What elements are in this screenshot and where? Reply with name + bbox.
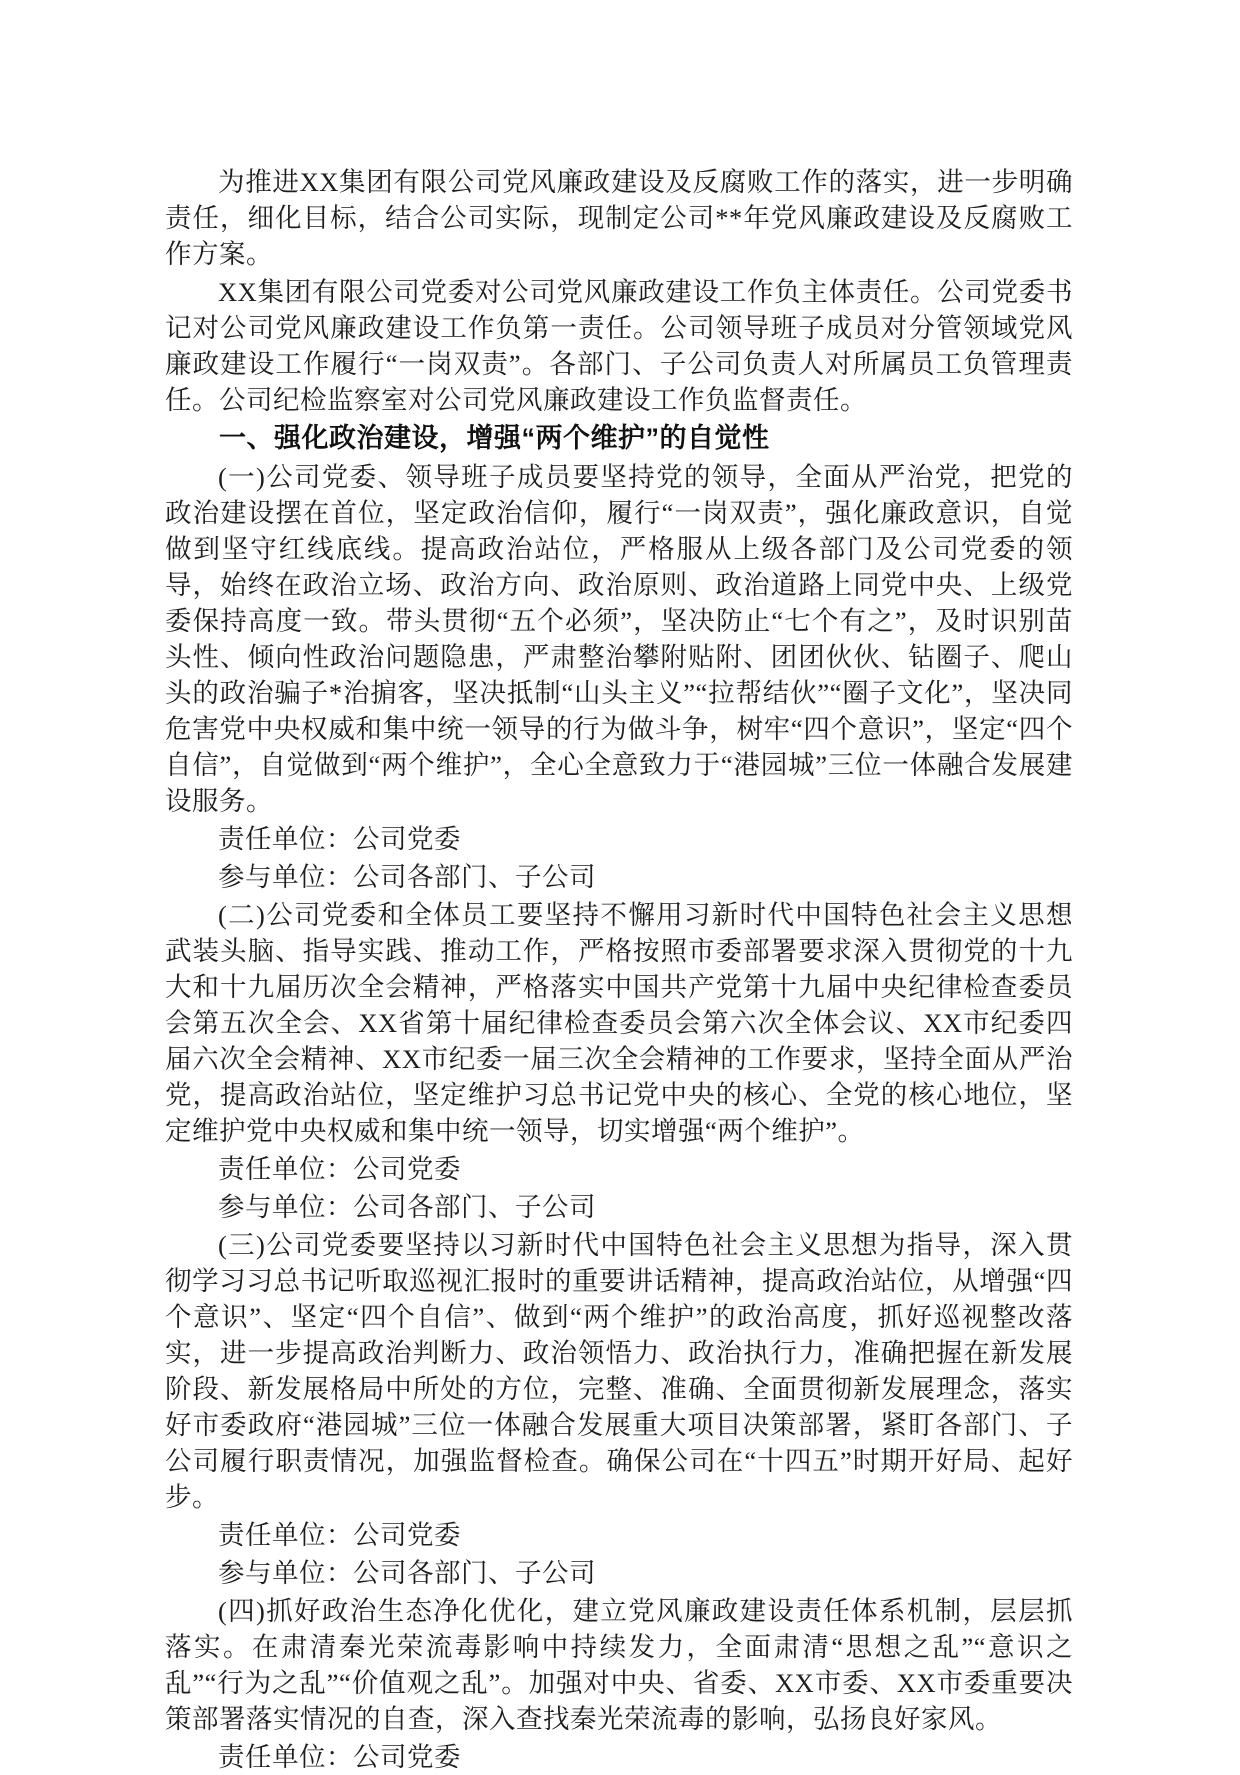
responsibility-overview-paragraph: XX集团有限公司党委对公司党风廉政建设工作负主体责任。公司党委书记对公司党风廉政建设工作负第一责任。公司领导班子成员对分管领域党风廉政建设工作履行“一岗双责”。各部门、子公司负责人对所属员工负管理责任。公司纪检监察室对公司党风廉政建设工作负监督责任。 [165,277,1073,415]
participating-unit-line: 参与单位：公司各部门、子公司 [218,1192,596,1222]
responsible-unit-line: 责任单位：公司党委 [218,1520,461,1550]
participating-unit-line: 参与单位：公司各部门、子公司 [218,1558,596,1588]
section-heading-1: 一、强化政治建设，增强“两个维护”的自觉性 [219,423,770,453]
item-3-paragraph: (三)公司党委要坚持以习新时代中国特色社会主义思想为指导，深入贯彻学习习总书记听取巡视汇报时的重要讲话精神，提高政治站位，从增强“四个意识”、坚定“四个自信”、做到“两个维护”的政治高度，抓好巡视整改落实，进一步提高政治判断力、政治领悟力、政治执行力，准确把握在新发展阶段、新发展格局中所处的方位，完整、准确、全面贯彻新发展理念，落实好市委政府“港园城”三位一体融合发展重大项目决策部署，紧盯各部门、子公司履行职责情况，加强监督检查。确保公司在“十四五”时期开好局、起好步。 [165,1230,1073,1512]
item-1-paragraph: (一)公司党委、领导班子成员要坚持党的领导，全面从严治党，把党的政治建设摆在首位，坚定政治信仰，履行“一岗双责”，强化廉政意识，自觉做到坚守红线底线。提高政治站位，严格服从上级各部门及公司党委的领导，始终在政治立场、政治方向、政治原则、政治道路上同党中央、上级党委保持高度一致。带头贯彻“五个必须”，坚决防止“七个有之”，及时识别苗头性、倾向性政治问题隐患，严肃整治攀附贴附、团团伙伙、钻圈子、爬山头的政治骗子*治掮客，坚决抵制“山头主义”“拉帮结伙”“圈子文化”，坚决同危害党中央权威和集中统一领导的行为做斗争，树牢“四个意识”，坚定“四个自信”，自觉做到“两个维护”，全心全意致力于“港园城”三位一体融合发展建设服务。 [165,462,1073,816]
intro-paragraph: 为推进XX集团有限公司党风廉政建设及反腐败工作的落实，进一步明确责任，细化目标，结合公司实际，现制定公司**年党风廉政建设及反腐败工作方案。 [165,167,1073,269]
item-4-paragraph: (四)抓好政治生态净化优化，建立党风廉政建设责任体系机制，层层抓落实。在肃清秦光荣流毒影响中持续发力，全面肃清“思想之乱”“意识之乱”“行为之乱”“价值观之乱”。加强对中央、省委、XX市委、XX市委重要决策部署落实情况的自查，深入查找秦光荣流毒的影响，弘扬良好家风。 [165,1596,1073,1734]
responsible-unit-line: 责任单位：公司党委 [218,1154,461,1184]
responsible-unit-line: 责任单位：公司党委 [218,1742,461,1772]
item-2-paragraph: (二)公司党委和全体员工要坚持不懈用习新时代中国特色社会主义思想武装头脑、指导实践、推动工作，严格按照市委部署要求深入贯彻党的十九大和十九届历次全会精神，严格落实中国共产党第十九届中央纪律检查委员会第五次全会、XX省第十届纪律检查委员会第六次全体会议、XX市纪委四届六次全会精神、XX市纪委一届三次全会精神的工作要求，坚持全面从严治党，提高政治站位，坚定维护习总书记党中央的核心、全党的核心地位，坚定维护党中央权威和集中统一领导，切实增强“两个维护”。 [165,900,1073,1146]
responsible-unit-line: 责任单位：公司党委 [218,824,461,854]
participating-unit-line: 参与单位：公司各部门、子公司 [218,862,596,892]
